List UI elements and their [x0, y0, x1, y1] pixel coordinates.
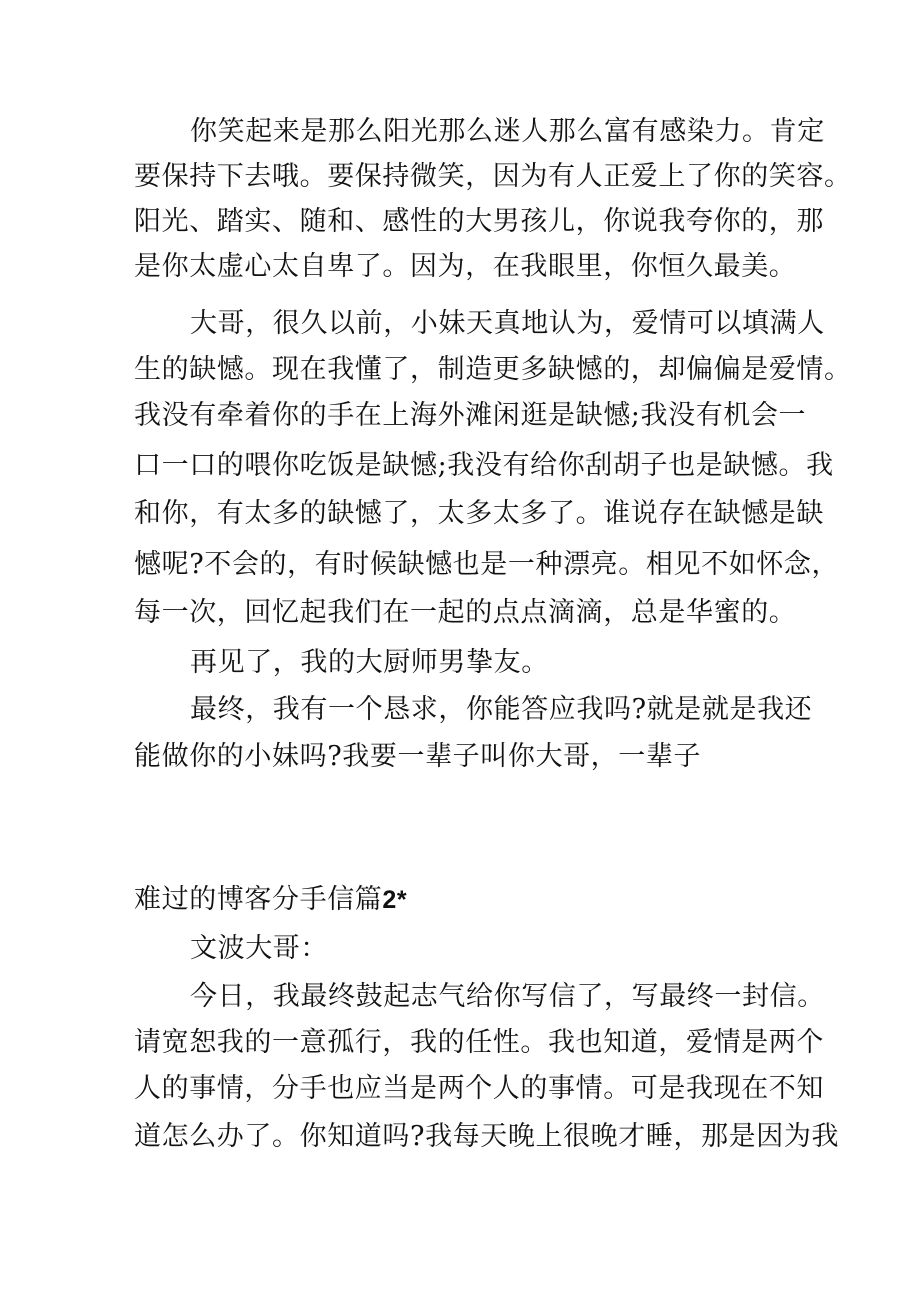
paragraph-line: 今日，我最终鼓起志气给你写信了，写最终一封信。: [190, 981, 825, 1012]
paragraph-line: 憾呢?不会的，有时候缺憾也是一种漂亮。相见不如怀念，: [134, 549, 840, 580]
paragraph-line: 请宽恕我的一意孤行，我的任性。我也知道，爱情是两个: [134, 1027, 824, 1058]
section-heading-text: 难过的博客分手信篇: [134, 884, 383, 915]
paragraph-line: 和你，有太多的缺憾了，太多太多了。谁说存在缺憾是缺: [134, 498, 824, 529]
paragraph-line: 道怎么办了。你知道吗?我每天晚上很晚才睡，那是因为我: [134, 1121, 840, 1152]
paragraph-line: 你笑起来是那么阳光那么迷人那么富有感染力。肯定: [190, 116, 825, 147]
paragraph-line: 能做你的小妹吗?我要一辈子叫你大哥，一辈子: [134, 741, 702, 772]
paragraph-line: 口一口的喂你吃饭是缺憾;我没有给你刮胡子也是缺憾。我: [134, 450, 834, 481]
paragraph-line: 最终，我有一个恳求，你能答应我吗?就是就是我还: [190, 694, 813, 725]
section-heading: [134, 880, 814, 920]
paragraph-line: 要保持下去哦。要保持微笑，因为有人正爱上了你的笑容。: [134, 161, 852, 192]
paragraph-line: 生的缺憾。现在我懂了，制造更多缺憾的，却偏偏是爱情。: [134, 354, 852, 385]
section-heading-number: 2*: [382, 886, 408, 914]
paragraph-line: 阳光、踏实、随和、感性的大男孩儿，你说我夸你的，那: [134, 206, 824, 237]
paragraph-line: 我没有牵着你的手在上海外滩闲逛是缺憾;我没有机会一: [134, 400, 807, 431]
salutation: 文波大哥：: [190, 933, 328, 964]
paragraph-line: 大哥，很久以前，小妹天真地认为，爱情可以填满人: [190, 308, 825, 339]
paragraph-line: 再见了，我的大厨师男挚友。: [190, 647, 549, 678]
paragraph-line: 每一次，回忆起我们在一起的点点滴滴，总是华蜜的。: [134, 597, 797, 628]
paragraph-line: 是你太虚心太自卑了。因为，在我眼里，你恒久最美。: [134, 251, 797, 282]
paragraph-line: 人的事情，分手也应当是两个人的事情。可是我现在不知: [134, 1073, 824, 1104]
